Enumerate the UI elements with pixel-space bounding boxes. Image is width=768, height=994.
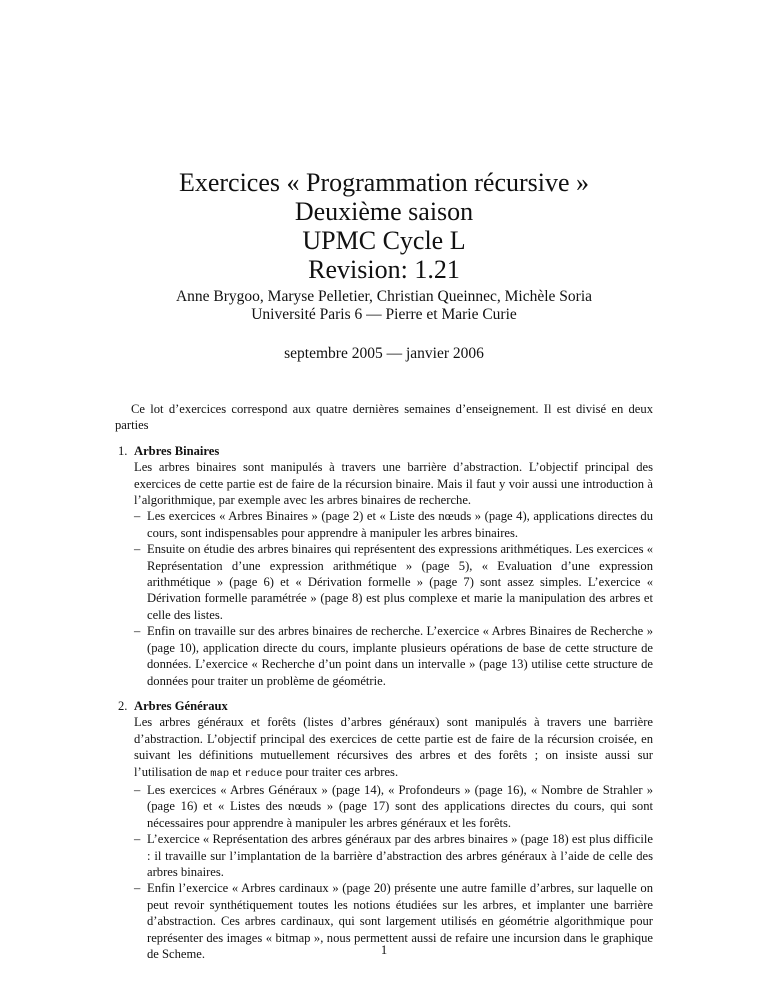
intro-paragraph: Ce lot d’exercices correspond aux quatre dernières semaines d’enseignement. Il est divisé en deux parties <box>115 402 653 433</box>
part-item <box>115 443 653 689</box>
list-item-text: Ensuite on étudie des arbres binaires qui représentent des expressions arithmétiques. Les exercices « Représentation d’une expression arithmétique » (page 5), « Evaluation d’une expression arithmétique » (page 6) et « Dérivation formelle » (page 7) sont assez simples. L’exercice « Dérivation formelle paramétrée » (page 8) est plus complexe et marie la manipulation des arbres et celle des listes. <box>147 542 653 622</box>
list-item <box>134 782 653 831</box>
dash-marker: – <box>134 881 141 896</box>
part-description: Les arbres binaires sont manipulés à travers une barrière d’abstraction. L’objectif principal des exercices de cette partie est de faire de la récursion binaire. Mais il faut y voir aussi une introduction à l’algorithmique, par exemple avec les arbres binaires de recherche. <box>134 460 653 508</box>
dash-marker: – <box>134 542 141 557</box>
title-line-4: Revision: 1.21 <box>308 255 460 284</box>
part-title: Arbres Généraux <box>134 698 228 713</box>
list-item <box>134 508 653 541</box>
list-item-text: L’exercice « Représentation des arbres généraux par des arbres binaires » (page 18) est plus difficile : il travaille sur l’implantation de la barrière d’abstraction des arbres généraux à l’aide de celle des arbres binaires. <box>147 832 653 879</box>
dash-marker: – <box>134 624 141 639</box>
parts-list <box>115 443 653 963</box>
title-line-1: Exercices « Programmation récursive » <box>178 168 590 197</box>
body-text <box>115 401 653 971</box>
page-number: 1 <box>380 943 388 957</box>
code-map: map <box>210 767 230 780</box>
part-item <box>115 698 653 963</box>
part-title: Arbres Binaires <box>134 443 220 458</box>
part-description <box>134 714 653 782</box>
list-item-text: Enfin on travaille sur des arbres binaires de recherche. L’exercice « Arbres Binaires de Recherche » (page 10), application directe du cours, implante plusieurs opérations de base de cette structure de données. L’exercice « Recherche d’un point dans un intervalle » (page 13) utilise cette structure de données pour traiter un problème de géométrie. <box>147 624 653 688</box>
dash-marker: – <box>134 509 141 524</box>
list-item <box>134 623 653 689</box>
description-text: et <box>229 764 245 779</box>
description-text: Les arbres généraux et forêts (listes d’arbres généraux) sont manipulés à travers une barrière d’abstraction. L’objectif principal des exercices de cette partie est de faire de la récursion croisée, en suivant les définitions mutuellement récursives des arbres et des forêts ; on insiste aussi sur l’utilisation de <box>134 715 653 779</box>
list-item-text: Les exercices « Arbres Généraux » (page 14), « Profondeurs » (page 16), « Nombre de Strahler » (page 16) et « Listes des nœuds » (page 17) sont des applications directes du cours, qui sont nécessaires pour apprendre à manipuler les arbres généraux et les forêts. <box>147 782 653 830</box>
title-block <box>0 168 768 284</box>
bullet-list <box>134 782 653 962</box>
description-text: pour traiter ces arbres. <box>282 764 399 779</box>
affiliation: Université Paris 6 — Pierre et Marie Curie <box>251 306 517 323</box>
title-line-2: Deuxième saison <box>294 197 474 226</box>
list-item <box>134 831 653 880</box>
bullet-list <box>134 508 653 688</box>
list-item-text: Les exercices « Arbres Binaires » (page 2) et « Liste des nœuds » (page 4), applications directes du cours, sont indispensables pour apprendre à manipuler les arbres binaires. <box>147 509 653 540</box>
dash-marker: – <box>134 832 141 847</box>
authors: Anne Brygoo, Maryse Pelletier, Christian Queinnec, Michèle Soria <box>175 288 593 305</box>
part-number: 2. <box>118 698 128 713</box>
part-number: 1. <box>118 443 128 458</box>
title-line-3: UPMC Cycle L <box>302 226 466 255</box>
date: septembre 2005 — janvier 2006 <box>284 345 484 362</box>
dash-marker: – <box>134 782 141 797</box>
list-item-text: Enfin l’exercice « Arbres cardinaux » (page 20) présente une autre famille d’arbres, sur laquelle on peut revoir synthétiquement toutes les notions étudiées sur les arbres, et implanter une barrière d’abstraction. Ces arbres cardinaux, qui sont largement utilisés en géométrie algorithmique pour représenter des images « bitmap », nous permettent aussi de refaire une incursion dans le graphique de Scheme. <box>147 881 653 961</box>
code-reduce: reduce <box>244 767 283 780</box>
list-item <box>134 541 653 623</box>
author-block <box>0 288 768 324</box>
